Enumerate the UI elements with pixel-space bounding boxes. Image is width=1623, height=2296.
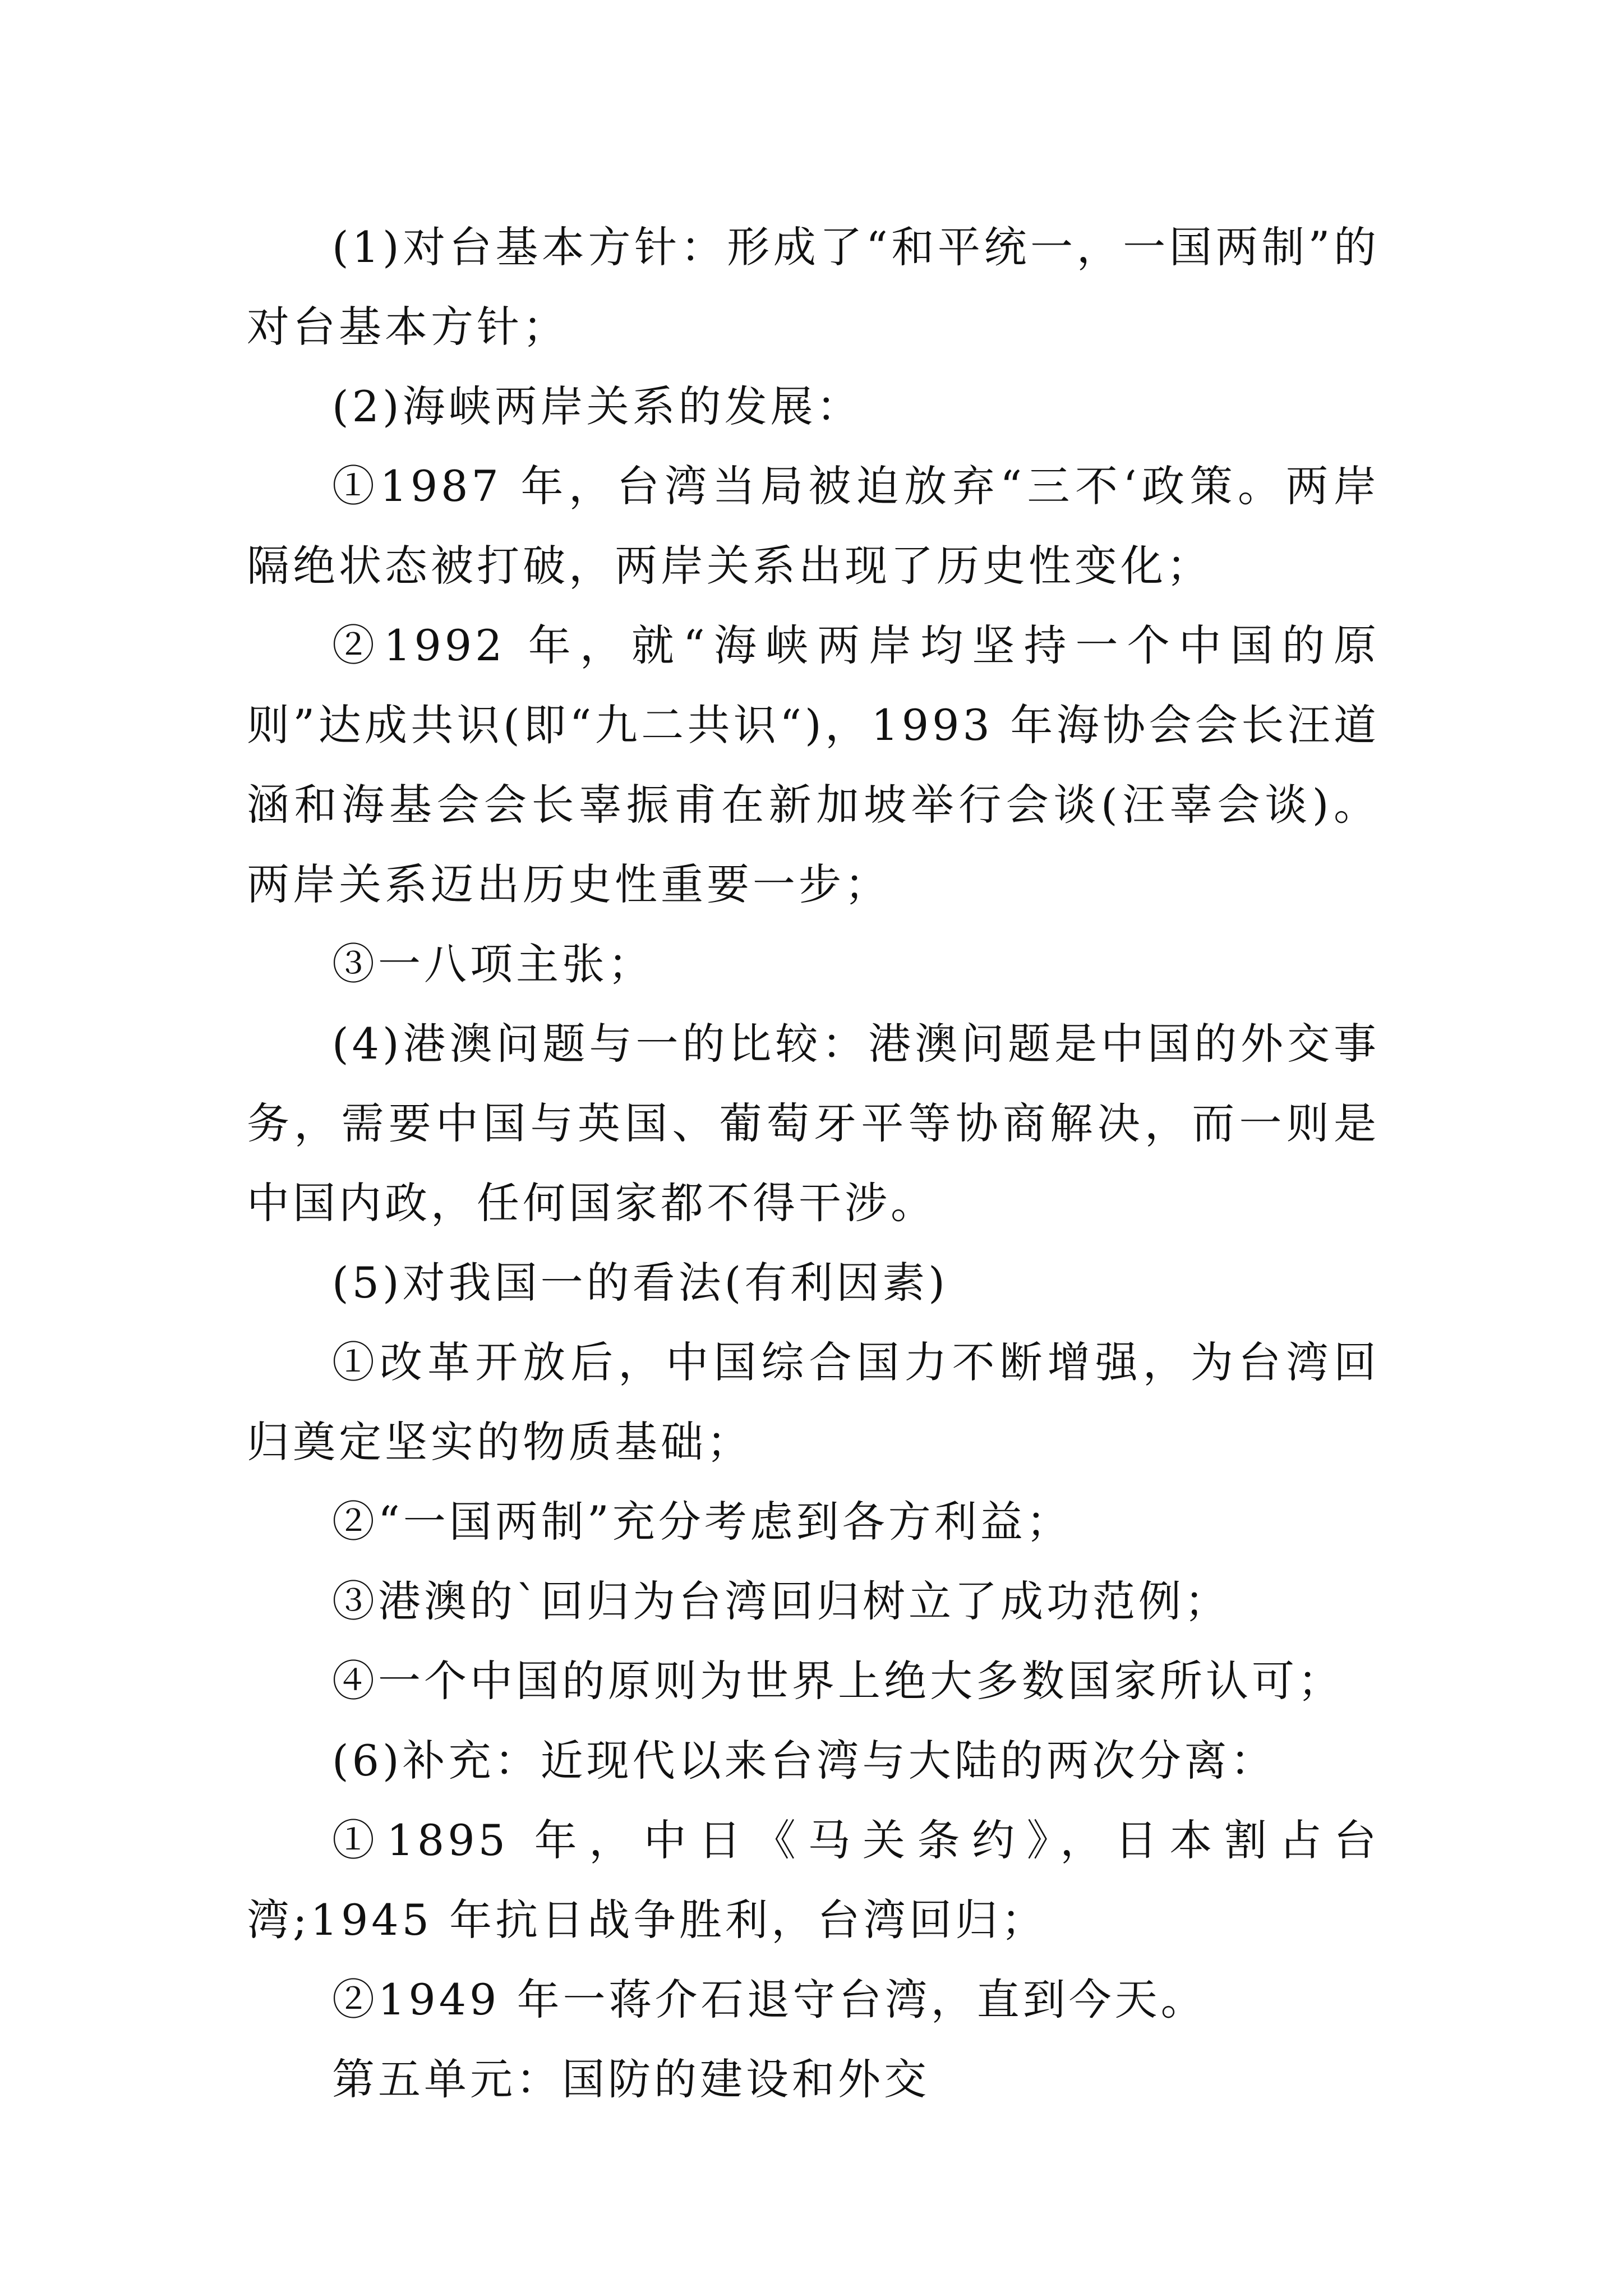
paragraph-1895: ①1895 年，中日《马关条约》，日本割占台湾;1945 年抗日战争胜利，台湾回归； bbox=[247, 1815, 1380, 1945]
paragraph-hk-macau-example: ③港澳的`回归为台湾回归树立了成功范例； bbox=[332, 1576, 1230, 1626]
paragraph-1987: ①1987 年，台湾当局被迫放弃“三不‘政策。两岸隔绝状态被打破，两岸关系出现了历史性变化； bbox=[247, 461, 1380, 591]
paragraph-1992-consensus: ②1992 年，就“海峡两岸均坚持一个中国的原则”达成共识(即“九二共识“)，1993 年海协会会长汪道涵和海基会会长辜振甫在新加坡举行会谈(汪辜会谈)。两岸关系迈出历史性重要一步； bbox=[247, 620, 1380, 909]
paragraph-taiwan-basic-policy: (1)对台基本方针：形成了“和平统一，一国两制”的对台基本方针； bbox=[247, 222, 1380, 352]
section-heading-unit-five: 第五单元：国防的建设和外交 bbox=[332, 2054, 930, 2104]
paragraph-1949: ②1949 年一蒋介石退守台湾，直到今天。 bbox=[332, 1975, 1207, 2024]
paragraph-eight-points: ③一八项主张； bbox=[332, 939, 654, 989]
paragraph-one-china-recognized: ④一个中国的原则为世界上绝大多数国家所认可； bbox=[332, 1656, 1344, 1706]
paragraph-hk-macau-comparison: (4)港澳问题与一的比较：港澳问题是中国的外交事务，需要中国与英国、葡萄牙平等协商解决，而一则是中国内政，任何国家都不得干涉。 bbox=[247, 1019, 1380, 1228]
paragraph-supplement-heading: (6)补充：近现代以来台湾与大陆的两次分离： bbox=[332, 1736, 1276, 1786]
paragraph-views-heading: (5)对我国一的看法(有利因素) bbox=[332, 1258, 948, 1308]
paragraph-one-country-two-systems: ②“一国两制”充分考虑到各方利益； bbox=[332, 1497, 1072, 1547]
document-body bbox=[247, 208, 1380, 2119]
paragraph-reform-opening: ①改革开放后，中国综合国力不断增强，为台湾回归奠定坚实的物质基础； bbox=[247, 1337, 1380, 1467]
paragraph-cross-strait-heading: (2)海峡两岸关系的发展： bbox=[332, 381, 863, 431]
